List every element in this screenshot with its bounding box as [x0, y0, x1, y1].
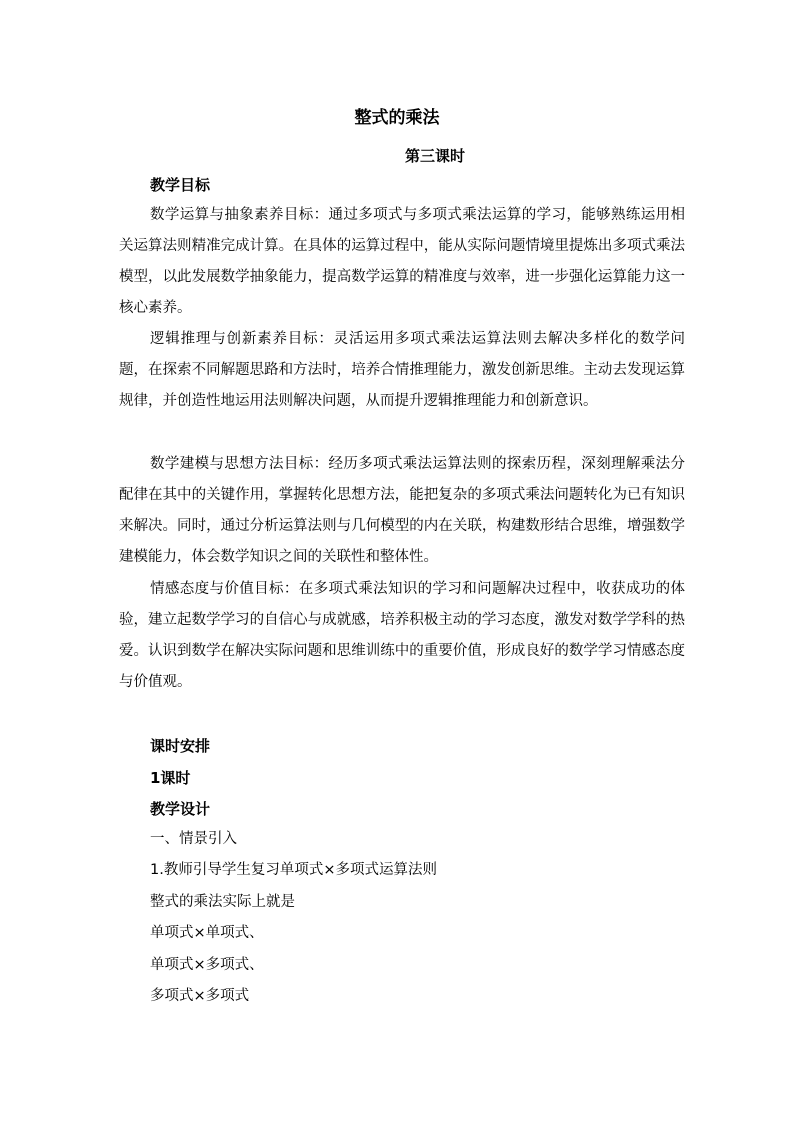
page-subtitle: 第三课时 [404, 147, 465, 165]
schedule-heading: 课时安排 [150, 737, 211, 755]
paragraph-objective-3: 数学建模与思想方法目标：经历多项式乘法运算法则的探索历程，深刻理解乘法分配律在其中的关键作用，掌握转化思想方法，能把复杂的多项式乘法问题转化为已有知识来解决。同时，通过分析运算法则与几何模型的内在关联，构建数形结合思维，增强数学建模能力，体会数学知识之间的关联性和整体性。 [119, 456, 685, 565]
text-line-intro: 整式的乘法实际上就是 [150, 894, 295, 910]
text-line-c: 多项式×多项式 [150, 988, 250, 1004]
design-heading: 教学设计 [150, 800, 211, 818]
text-line-b: 单项式×多项式、 [150, 957, 264, 973]
objectives-heading: 教学目标 [150, 176, 211, 194]
paragraph-objective-2: 逻辑推理与创新素养目标：灵活运用多项式乘法运算法则去解决多样化的数学问题，在探索不同解题思路和方法时，培养合情推理能力，激发创新思维。主动去发现运算规律，并创造性地运用法则解决问题，从而提升逻辑推理能力和创新意识。 [119, 331, 685, 409]
page-title: 整式的乘法 [354, 108, 440, 128]
paragraph-objective-1: 数学运算与抽象素养目标：通过多项式与多项式乘法运算的学习，能够熟练运用相关运算法则精准完成计算。在具体的运算过程中，能从实际问题情境里提炼出多项式乘法模型，以此发展数学抽象能力，提高数学运算的精准度与效率，进一步强化运算能力这一核心素养。 [119, 207, 685, 316]
text-line-a: 单项式×单项式、 [150, 925, 264, 941]
schedule-value: 1课时 [150, 769, 191, 787]
list-item-1: 1.教师引导学生复习单项式×多项式运算法则 [150, 862, 437, 878]
paragraph-objective-4: 情感态度与价值目标：在多项式乘法知识的学习和问题解决过程中，收获成功的体验，建立起数学学习的自信心与成就感，培养积极主动的学习态度，激发对数学学科的热爱。认识到数学在解决实际问题和思维训练中的重要价值，形成良好的数学学习情感态度与价值观。 [119, 581, 685, 690]
section-1-heading: 一、情景引入 [150, 831, 237, 847]
